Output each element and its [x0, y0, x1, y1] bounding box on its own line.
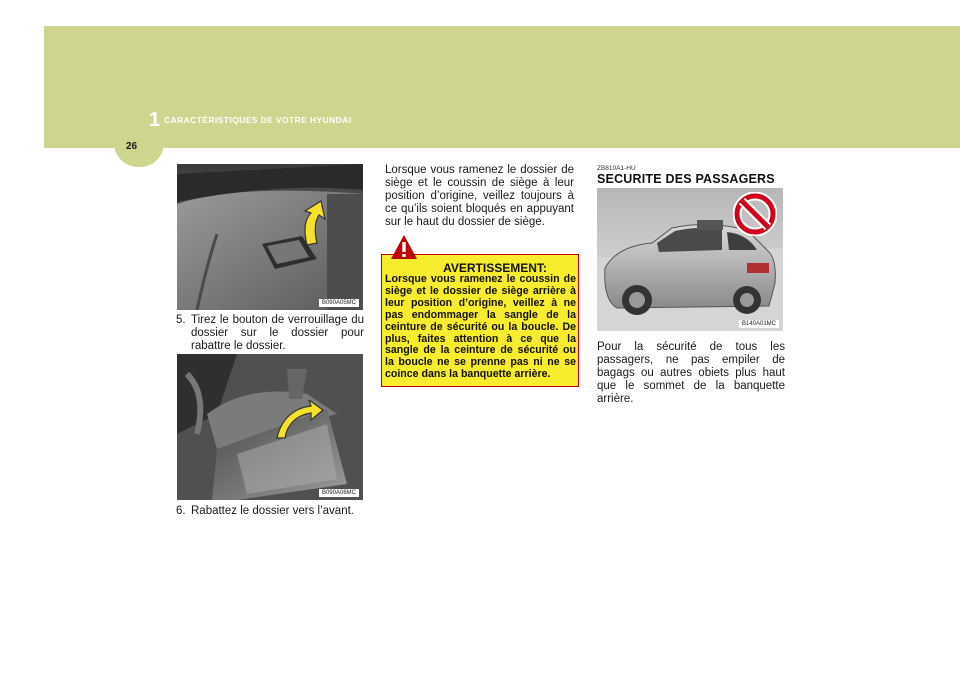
page-number: 26 [126, 141, 138, 152]
car-luggage-photo [597, 188, 783, 331]
seat-fold-photo [177, 354, 363, 500]
step-5-text: Tirez le bouton de verrouillage du dossier sur le dossier pour rabattre le dossier. [191, 314, 364, 352]
prohibition-icon [733, 192, 777, 236]
chapter-title: CARACTÉRISTIQUES DE VOTRE HYUNDAI [164, 115, 352, 125]
header-band [44, 26, 960, 148]
step-5-number: 5. [176, 314, 186, 326]
passenger-safety-paragraph: Pour la sécurité de tous les passagers, ne pas empiler de bagags ou autres obiets plus haut que le sommet de la banquette arrière. [597, 341, 785, 405]
step-6 [176, 505, 364, 518]
figure1-arrow-icon [293, 199, 329, 247]
page-number-tab [114, 133, 164, 167]
figure1-code: B090A05MC [319, 299, 359, 307]
warning-title: AVERTISSEMENT: [443, 261, 547, 275]
warning-text: Lorsque vous ramenez le coussin de siège et le dossier de siège arrière à leur position d’origine, veillez à ne pas endommager la sangle de la ceinture de sécurité ou la boucle. De plus, faites attention à ce que la sangle de la ceinture de sécurité ou la boucle ne se prenne pas ni ne se coince dans la banquette arrière. [385, 273, 576, 381]
chapter-number: 1 [149, 109, 161, 131]
warning-box [381, 254, 579, 387]
seat-return-paragraph: Lorsque vous ramenez le dossier de siège et le coussin de siège à leur position d’origine, veillez toujours à ce qu’ils soient bloqués en appuyant sur le haut du dossier de siège. [385, 164, 574, 228]
step-6-text: Rabattez le dossier vers l’avant. [191, 505, 354, 517]
figure2-arrow-icon [275, 400, 325, 440]
exclamation-icon [390, 234, 418, 260]
step-6-number: 6. [176, 505, 186, 517]
section-ref-code: ZB810A1-HU [597, 165, 636, 172]
figure3-code: B140A01MC [739, 320, 779, 328]
figure2-code: B090A06MC [319, 489, 359, 497]
step-5 [176, 314, 364, 353]
section-title: SECURITE DES PASSAGERS [597, 172, 775, 186]
seat-lock-photo [177, 164, 363, 310]
